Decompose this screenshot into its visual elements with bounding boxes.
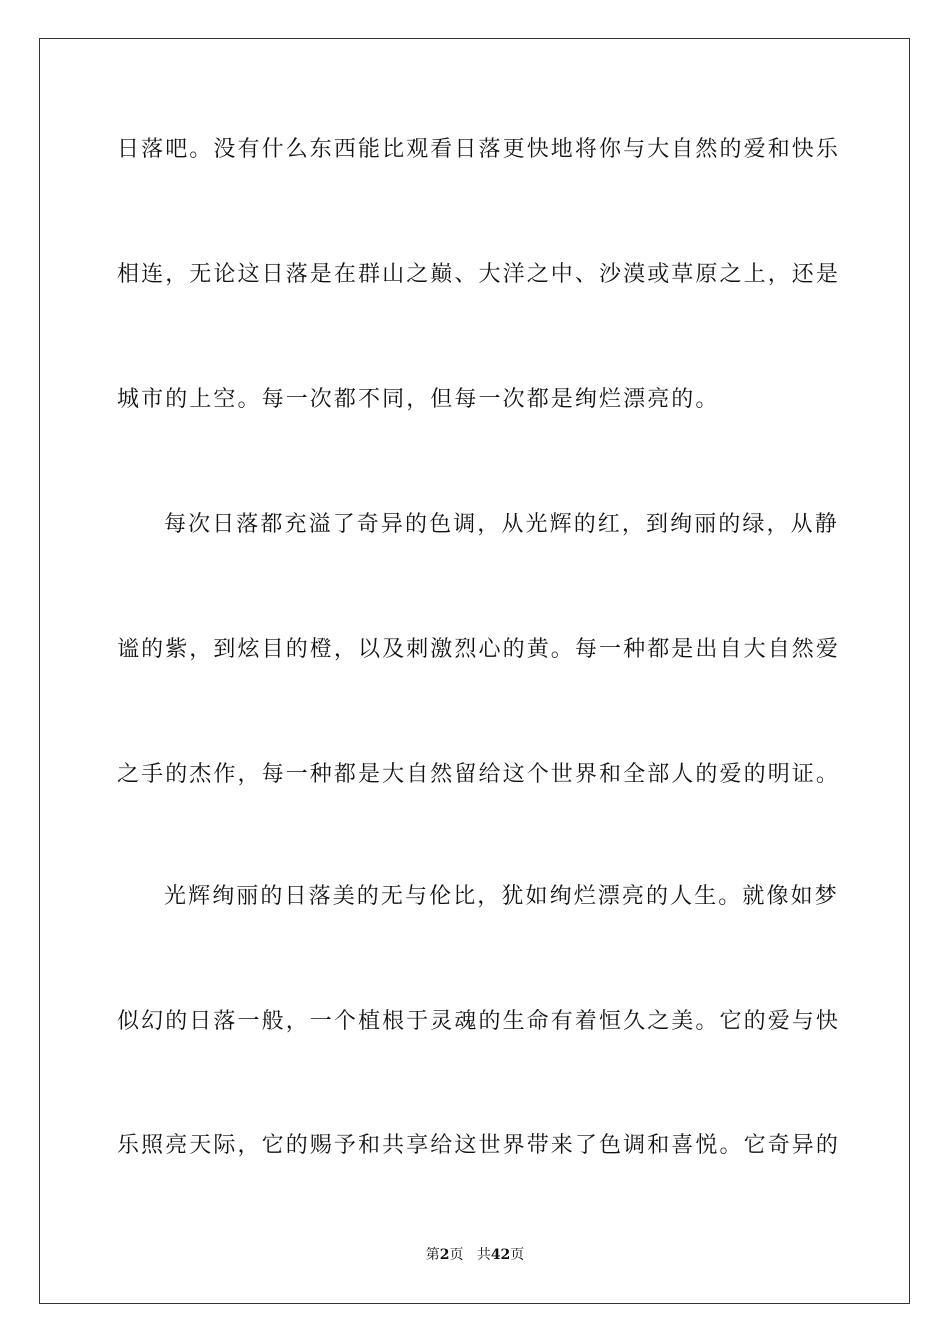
page-number: 2 [439, 1247, 450, 1263]
page-border [39, 38, 910, 1304]
text-line: 城市的上空。每一次都不同，但每一次都是绚烂漂亮的。 [117, 387, 720, 412]
page-prefix: 第 [425, 1247, 440, 1263]
text-line: 之手的杰作，每一种都是大自然留给这个世界和全部人的爱的明证。 [117, 762, 841, 787]
total-prefix: 共 [476, 1247, 491, 1263]
text-line: 乐照亮天际，它的赐予和共享给这世界带来了色调和喜悦。它奇异的 [117, 1133, 841, 1158]
text-line: 日落吧。没有什么东西能比观看日落更快地将你与大自然的爱和快乐 [117, 137, 841, 162]
paragraph-first-line: 光辉绚丽的日落美的无与伦比，犹如绚烂漂亮的人生。就像如梦 [164, 884, 839, 909]
page-suffix: 页 [449, 1247, 464, 1263]
total-suffix: 页 [510, 1247, 525, 1263]
text-line: 谧的紫，到炫目的橙，以及刺激烈心的黄。每一种都是出自大自然爱 [117, 637, 841, 662]
total-pages: 42 [490, 1247, 511, 1263]
text-line: 似幻的日落一般，一个植根于灵魂的生命有着恒久之美。它的爱与快 [117, 1009, 841, 1034]
text-line: 相连，无论这日落是在群山之巅、大洋之中、沙漠或草原之上，还是 [117, 262, 841, 287]
page-footer [0, 1246, 950, 1264]
paragraph-first-line: 每次日落都充溢了奇异的色调，从光辉的红，到绚丽的绿，从静 [164, 512, 839, 537]
